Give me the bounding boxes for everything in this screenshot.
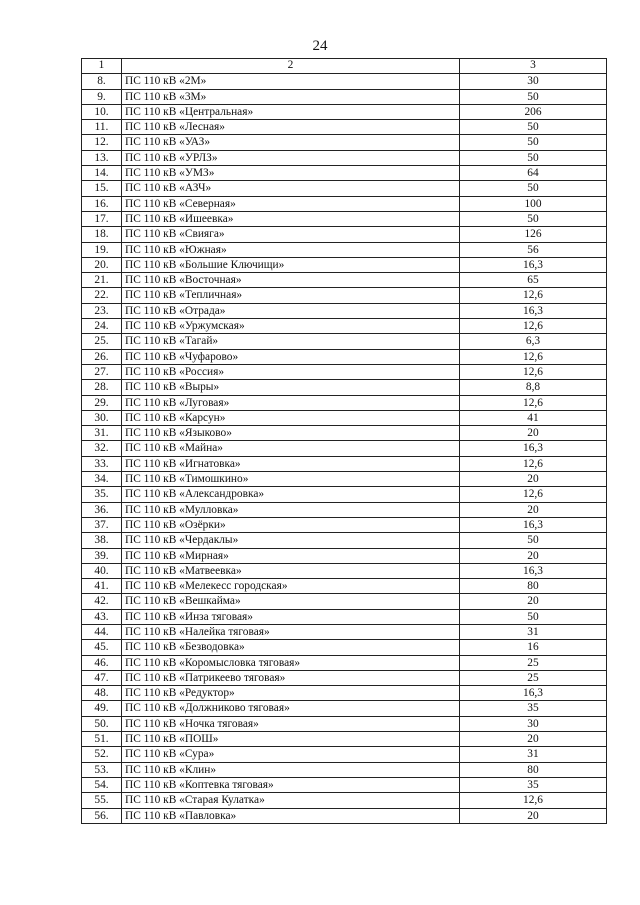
- row-number: 49.: [82, 701, 122, 716]
- substation-name: ПС 110 кВ «АЗЧ»: [122, 181, 460, 196]
- substation-value: 16,3: [460, 517, 607, 532]
- table-row: [82, 257, 607, 272]
- table-row: [82, 395, 607, 410]
- substation-value: 206: [460, 104, 607, 119]
- substation-name: ПС 110 кВ «Ночка тяговая»: [122, 716, 460, 731]
- substation-name: ПС 110 кВ «Отрада»: [122, 303, 460, 318]
- substation-name: ПС 110 кВ «Тагай»: [122, 334, 460, 349]
- row-number: 35.: [82, 487, 122, 502]
- substation-value: 100: [460, 196, 607, 211]
- table-row: [82, 426, 607, 441]
- row-number: 47.: [82, 670, 122, 685]
- table-row: [82, 303, 607, 318]
- substation-name: ПС 110 кВ «2М»: [122, 74, 460, 89]
- substation-value: 12,6: [460, 456, 607, 471]
- substation-name: ПС 110 кВ «Павловка»: [122, 808, 460, 823]
- row-number: 21.: [82, 273, 122, 288]
- table-row: [82, 793, 607, 808]
- substation-name: ПС 110 кВ «Игнатовка»: [122, 456, 460, 471]
- substation-value: 80: [460, 762, 607, 777]
- substation-value: 35: [460, 701, 607, 716]
- table-row: [82, 517, 607, 532]
- table-row: [82, 364, 607, 379]
- substation-name: ПС 110 кВ «Луговая»: [122, 395, 460, 410]
- substation-name: ПС 110 кВ «УАЗ»: [122, 135, 460, 150]
- page-number: 24: [312, 38, 328, 54]
- substation-value: 41: [460, 410, 607, 425]
- table-row: [82, 548, 607, 563]
- substation-name: ПС 110 кВ «Северная»: [122, 196, 460, 211]
- substation-value: 12,6: [460, 319, 607, 334]
- substation-name: ПС 110 кВ «Большие Ключищи»: [122, 257, 460, 272]
- substation-name: ПС 110 кВ «Восточная»: [122, 273, 460, 288]
- row-number: 19.: [82, 242, 122, 257]
- row-number: 20.: [82, 257, 122, 272]
- substation-name: ПС 110 кВ «УРЛЗ»: [122, 150, 460, 165]
- substation-name: ПС 110 кВ «Озёрки»: [122, 517, 460, 532]
- substation-value: 35: [460, 777, 607, 792]
- row-number: 26.: [82, 349, 122, 364]
- table-row: [82, 732, 607, 747]
- row-number: 38.: [82, 533, 122, 548]
- substation-name: ПС 110 кВ «Старая Кулатка»: [122, 793, 460, 808]
- table-row: [82, 670, 607, 685]
- substation-value: 12,6: [460, 793, 607, 808]
- row-number: 40.: [82, 563, 122, 578]
- substation-value: 50: [460, 211, 607, 226]
- substation-value: 20: [460, 548, 607, 563]
- substation-name: ПС 110 кВ «Александровка»: [122, 487, 460, 502]
- table-row: [82, 120, 607, 135]
- substation-value: 50: [460, 533, 607, 548]
- substation-name: ПС 110 кВ «Майна»: [122, 441, 460, 456]
- substation-name: ПС 110 кВ «Должниково тяговая»: [122, 701, 460, 716]
- row-number: 50.: [82, 716, 122, 731]
- substation-name: ПС 110 кВ «3М»: [122, 89, 460, 104]
- substation-value: 20: [460, 808, 607, 823]
- row-number: 12.: [82, 135, 122, 150]
- table-row: [82, 181, 607, 196]
- substation-name: ПС 110 кВ «Инза тяговая»: [122, 609, 460, 624]
- row-number: 13.: [82, 150, 122, 165]
- table-row: [82, 273, 607, 288]
- row-number: 16.: [82, 196, 122, 211]
- column-header-number: 1: [82, 59, 122, 74]
- substation-value: 80: [460, 579, 607, 594]
- table-row: [82, 227, 607, 242]
- row-number: 22.: [82, 288, 122, 303]
- row-number: 46.: [82, 655, 122, 670]
- substation-name: ПС 110 кВ «Карсун»: [122, 410, 460, 425]
- table-row: [82, 135, 607, 150]
- substation-name: ПС 110 кВ «Безводовка»: [122, 640, 460, 655]
- table-row: [82, 410, 607, 425]
- substation-name: ПС 110 кВ «Патрикеево тяговая»: [122, 670, 460, 685]
- substation-value: 31: [460, 624, 607, 639]
- table-row: [82, 686, 607, 701]
- substation-name: ПС 110 кВ «Чуфарово»: [122, 349, 460, 364]
- table-row: [82, 747, 607, 762]
- table-row: [82, 762, 607, 777]
- table-row: [82, 579, 607, 594]
- table-row: [82, 655, 607, 670]
- table-row: [82, 150, 607, 165]
- row-number: 23.: [82, 303, 122, 318]
- row-number: 51.: [82, 732, 122, 747]
- substation-value: 50: [460, 181, 607, 196]
- substation-value: 12,6: [460, 395, 607, 410]
- substation-value: 20: [460, 594, 607, 609]
- substation-name: ПС 110 кВ «Россия»: [122, 364, 460, 379]
- row-number: 56.: [82, 808, 122, 823]
- row-number: 14.: [82, 166, 122, 181]
- substation-value: 64: [460, 166, 607, 181]
- row-number: 32.: [82, 441, 122, 456]
- row-number: 27.: [82, 364, 122, 379]
- table-row: [82, 104, 607, 119]
- row-number: 17.: [82, 211, 122, 226]
- substation-value: 50: [460, 135, 607, 150]
- row-number: 24.: [82, 319, 122, 334]
- substation-value: 16: [460, 640, 607, 655]
- substation-name: ПС 110 кВ «Мирная»: [122, 548, 460, 563]
- column-header-value: 3: [460, 59, 607, 74]
- substation-value: 25: [460, 655, 607, 670]
- row-number: 25.: [82, 334, 122, 349]
- table-row: [82, 716, 607, 731]
- table-row: [82, 166, 607, 181]
- row-number: 41.: [82, 579, 122, 594]
- table-row: [82, 472, 607, 487]
- substation-name: ПС 110 кВ «Свияга»: [122, 227, 460, 242]
- table-row: [82, 563, 607, 578]
- substation-name: ПС 110 кВ «Редуктор»: [122, 686, 460, 701]
- substation-value: 30: [460, 74, 607, 89]
- substation-name: ПС 110 кВ «Чердаклы»: [122, 533, 460, 548]
- row-number: 53.: [82, 762, 122, 777]
- substation-name: ПС 110 кВ «Ишеевка»: [122, 211, 460, 226]
- substation-name: ПС 110 кВ «Налейка тяговая»: [122, 624, 460, 639]
- table-header-row: [82, 59, 607, 74]
- substation-name: ПС 110 кВ «Уржумская»: [122, 319, 460, 334]
- substation-value: 31: [460, 747, 607, 762]
- row-number: 28.: [82, 380, 122, 395]
- row-number: 55.: [82, 793, 122, 808]
- row-number: 33.: [82, 456, 122, 471]
- table-row: [82, 594, 607, 609]
- table-row: [82, 380, 607, 395]
- substation-name: ПС 110 кВ «ПОШ»: [122, 732, 460, 747]
- row-number: 39.: [82, 548, 122, 563]
- row-number: 31.: [82, 426, 122, 441]
- row-number: 11.: [82, 120, 122, 135]
- substation-value: 65: [460, 273, 607, 288]
- substation-value: 126: [460, 227, 607, 242]
- substation-value: 50: [460, 150, 607, 165]
- table-row: [82, 334, 607, 349]
- row-number: 30.: [82, 410, 122, 425]
- row-number: 29.: [82, 395, 122, 410]
- table-row: [82, 288, 607, 303]
- table-row: [82, 74, 607, 89]
- substation-name: ПС 110 кВ «Тимошкино»: [122, 472, 460, 487]
- substation-name: ПС 110 кВ «Мулловка»: [122, 502, 460, 517]
- substation-name: ПС 110 кВ «Тепличная»: [122, 288, 460, 303]
- substation-value: 16,3: [460, 563, 607, 578]
- table-row: [82, 533, 607, 548]
- substation-name: ПС 110 кВ «Матвеевка»: [122, 563, 460, 578]
- table-row: [82, 777, 607, 792]
- row-number: 8.: [82, 74, 122, 89]
- substation-name: ПС 110 кВ «Коромысловка тяговая»: [122, 655, 460, 670]
- table-row: [82, 196, 607, 211]
- table-row: [82, 89, 607, 104]
- substation-value: 12,6: [460, 349, 607, 364]
- table-row: [82, 808, 607, 823]
- substation-value: 25: [460, 670, 607, 685]
- substation-value: 16,3: [460, 257, 607, 272]
- substation-value: 20: [460, 502, 607, 517]
- table-row: [82, 319, 607, 334]
- substation-name: ПС 110 кВ «Сура»: [122, 747, 460, 762]
- substation-name: ПС 110 кВ «Коптевка тяговая»: [122, 777, 460, 792]
- substation-value: 12,6: [460, 288, 607, 303]
- row-number: 48.: [82, 686, 122, 701]
- table-row: [82, 609, 607, 624]
- substation-value: 20: [460, 426, 607, 441]
- column-header-name: 2: [122, 59, 460, 74]
- table-row: [82, 211, 607, 226]
- substation-name: ПС 110 кВ «Языково»: [122, 426, 460, 441]
- row-number: 42.: [82, 594, 122, 609]
- row-number: 34.: [82, 472, 122, 487]
- substation-name: ПС 110 кВ «Вешкайма»: [122, 594, 460, 609]
- row-number: 10.: [82, 104, 122, 119]
- table-body: [82, 74, 607, 824]
- table-row: [82, 487, 607, 502]
- substation-value: 6,3: [460, 334, 607, 349]
- row-number: 37.: [82, 517, 122, 532]
- substation-value: 50: [460, 609, 607, 624]
- substation-value: 50: [460, 120, 607, 135]
- substation-value: 16,3: [460, 303, 607, 318]
- row-number: 9.: [82, 89, 122, 104]
- substation-value: 20: [460, 732, 607, 747]
- row-number: 43.: [82, 609, 122, 624]
- substation-name: ПС 110 кВ «Лесная»: [122, 120, 460, 135]
- row-number: 18.: [82, 227, 122, 242]
- row-number: 54.: [82, 777, 122, 792]
- substation-name: ПС 110 кВ «Выры»: [122, 380, 460, 395]
- substation-name: ПС 110 кВ «Центральная»: [122, 104, 460, 119]
- substation-value: 16,3: [460, 441, 607, 456]
- table-row: [82, 349, 607, 364]
- substation-table: [81, 58, 607, 824]
- table-row: [82, 242, 607, 257]
- row-number: 15.: [82, 181, 122, 196]
- row-number: 36.: [82, 502, 122, 517]
- substation-value: 50: [460, 89, 607, 104]
- substation-value: 16,3: [460, 686, 607, 701]
- table-row: [82, 456, 607, 471]
- substation-name: ПС 110 кВ «Мелекесс городская»: [122, 579, 460, 594]
- substation-value: 56: [460, 242, 607, 257]
- table-row: [82, 701, 607, 716]
- substation-name: ПС 110 кВ «Южная»: [122, 242, 460, 257]
- substation-value: 30: [460, 716, 607, 731]
- substation-name: ПС 110 кВ «УМЗ»: [122, 166, 460, 181]
- substation-value: 8,8: [460, 380, 607, 395]
- substation-value: 12,6: [460, 364, 607, 379]
- table-row: [82, 624, 607, 639]
- row-number: 44.: [82, 624, 122, 639]
- substation-name: ПС 110 кВ «Клин»: [122, 762, 460, 777]
- substation-value: 20: [460, 472, 607, 487]
- row-number: 45.: [82, 640, 122, 655]
- table-row: [82, 441, 607, 456]
- substation-value: 12,6: [460, 487, 607, 502]
- table-row: [82, 640, 607, 655]
- table-row: [82, 502, 607, 517]
- row-number: 52.: [82, 747, 122, 762]
